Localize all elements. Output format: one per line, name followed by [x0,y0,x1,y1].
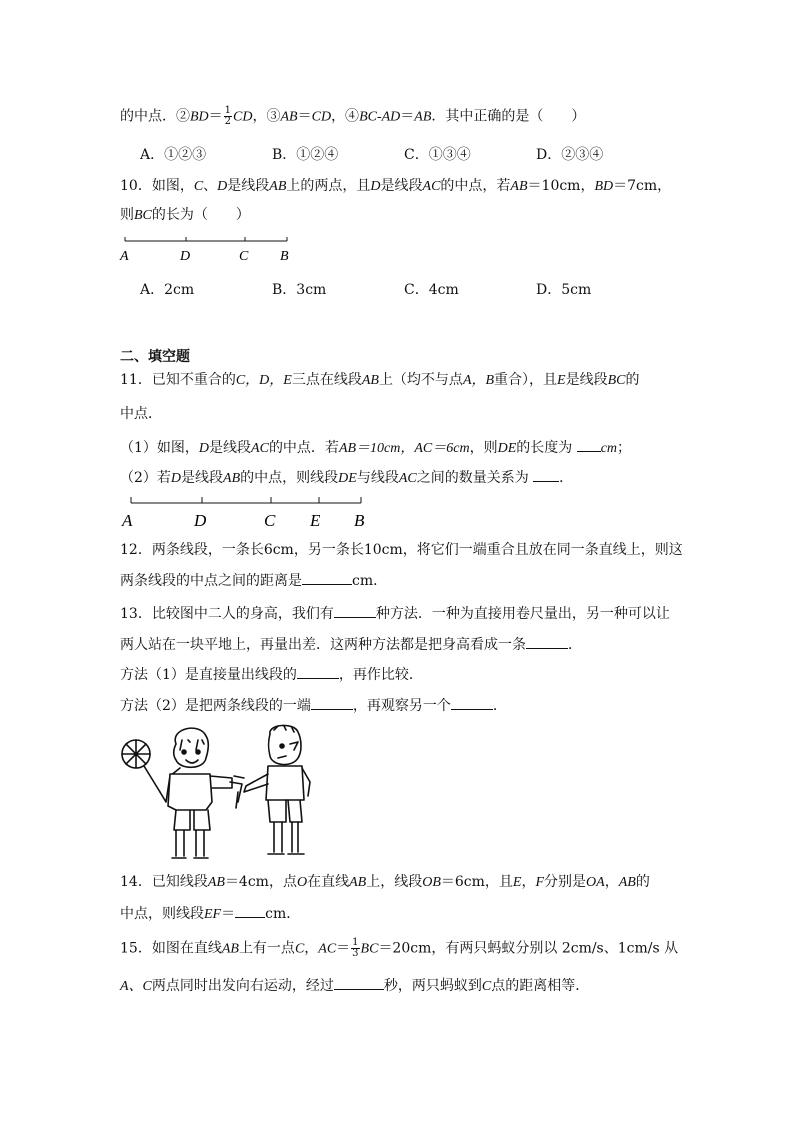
right-child [244,725,310,854]
q13-line1: 13．比较图中二人的身高，我们有 种方法．一种为直接用卷尺量出，另一种可以让 [120,603,670,624]
q13-answer-blank-3[interactable] [297,664,339,679]
q11-part1: （1）如图，D是线段AC的中点．若AB＝10cm，AC＝6cm，则DE的长度为 cm； [120,437,631,459]
q11-line1: 11．已知不重合的C，D，E三点在线段AB上（均不与点A，B重合），且E是线段BC的 [120,372,640,388]
label-d: D [194,511,207,530]
q10-line1: 10．如图，C、D是线段AB上的两点，且D是线段AC的中点，若AB＝10cm，BD＝7cm， [120,178,672,194]
label-b: B [280,249,289,264]
label-b: B [354,511,365,530]
q12-answer-blank[interactable] [302,570,352,585]
label-e: E [310,511,321,530]
q11-line2: 中点． [120,406,162,422]
lollipop-icon [122,740,160,792]
label-c: C [264,511,276,530]
q12-line2: 两条线段的中点之间的距离是 cm． [120,570,387,591]
q13-line4: 方法（2）是把两条线段的一端 ，再观察另一个 ． [120,695,507,716]
q10-option-c[interactable]: C．4cm [404,282,459,298]
q10-line2: 则BC的长为（ ） [120,207,250,223]
q14-answer-blank[interactable] [235,903,265,918]
q11-segment-diagram [118,494,378,530]
q9-option-a[interactable]: A．①②③ [140,147,207,163]
q10-option-d[interactable]: D．5cm [536,282,592,298]
q11-answer-blank-1[interactable] [577,437,601,452]
q14-line2: 中点，则线段EF＝ cm． [120,903,300,925]
section-heading: 二、填空题 [120,349,190,365]
q13-answer-blank-5[interactable] [451,695,493,710]
q13-line3: 方法（1）是直接量出线段的 ，再作比较． [120,664,423,685]
q9-option-c[interactable]: C．①③④ [404,147,471,163]
q15-answer-blank[interactable] [334,975,384,990]
label-a: A [120,249,129,264]
q9-option-b[interactable]: B．①②④ [272,147,339,163]
label-d: D [180,249,191,264]
q10-option-b[interactable]: B．3cm [272,282,327,298]
q15-line1: 15．如图在直线AB上有一点C，AC＝ $\frac{1}{3}$ BC＝20cm，有两只蚂蚁分别以 2cm/s、1cm/s 从 [120,937,679,959]
fraction-one-third: $\frac{1}{3}$ [352,937,359,959]
q14-line1: 14．已知线段AB＝4cm，点O在直线AB上，线段OB＝6cm，且E，F分别是OA，AB的 [120,874,650,890]
q11-part2: （2）若D是线段AB的中点，则线段DE与线段AC之间的数量关系为 ． [120,467,573,489]
q13-answer-blank-4[interactable] [311,695,353,710]
label-a: A [122,511,133,530]
q10-option-a[interactable]: A．2cm [140,282,195,298]
q13-line2: 两人站在一块平地上，再量出差．这两种方法都是把身高看成一条 ． [120,634,582,655]
q12-line1: 12．两条线段，一条长6cm，另一条长10cm，将它们一端重合且放在同一条直线上，则这 [120,542,683,558]
q10-options [140,279,668,299]
q13-answer-blank-2[interactable] [526,634,568,649]
q11-answer-blank-2[interactable] [533,467,559,482]
q13-answer-blank-1[interactable] [334,603,376,618]
q10-segment-diagram [118,232,298,266]
q9-statement: 的中点．②BD＝ $\frac{1}{2}$ CD，③AB＝CD，④BC-AD＝AB．其中正确的是（ ） [120,105,586,127]
two-children-illustration [118,722,318,867]
fraction-one-half: $\frac{1}{2}$ [224,105,232,127]
q9-options [140,144,668,164]
q15-line2: A、C两点同时出发向右运动，经过 秒，两只蚂蚁到C点的距离相等． [120,975,589,997]
label-c: C [239,249,249,264]
q9-option-d[interactable]: D．②③④ [536,147,604,163]
left-child [160,728,232,858]
